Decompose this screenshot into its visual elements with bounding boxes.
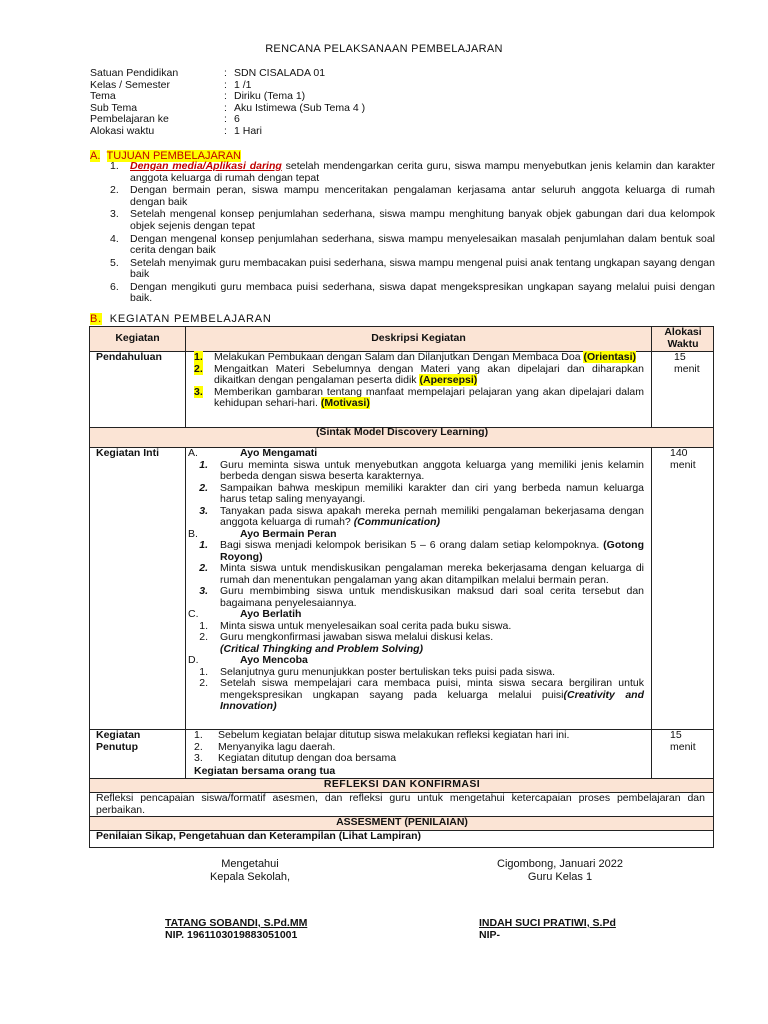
pendahuluan-list <box>194 352 644 410</box>
identity-row: Kelas / Semester : 1 /1 <box>90 78 252 91</box>
header-deskripsi: Deskripsi Kegiatan <box>371 332 466 344</box>
identity-row: Satuan Pendidikan : SDN CISALADA 01 <box>90 67 326 79</box>
goal-item: 4. Dengan mengenal konsep penjumlahan sederhana, siswa mampu menyelesaikan masalah penjumlahan dalam bentuk soal cerita dengan baik <box>110 232 715 257</box>
list-item: 3. Tanyakan pada siswa apakah mereka pernah memiliki pengalaman bekerjasama dengan anggota keluarga di rumah? (Communication) <box>199 504 644 528</box>
signature-right-name: INDAH SUCI PRATIWI, S.Pd NIP- <box>479 917 616 941</box>
row-label-pendahuluan: Pendahuluan <box>96 351 162 363</box>
identity-row: Tema : Diriku (Tema 1) <box>90 90 306 102</box>
time-penutup: 15 menit <box>670 729 696 753</box>
signature-left-title: Mengetahui Kepala Sekolah, <box>209 858 291 883</box>
bold-line: Kegiatan bersama orang tua <box>194 764 336 777</box>
goals-list <box>110 161 715 306</box>
subsection-heading: A. Ayo Mengamati <box>188 447 318 459</box>
assesment-heading: ASSESMENT (PENILAIAN) <box>336 816 468 828</box>
list-item: 3. Guru membimbing siswa untuk mendiskusikan maksud dari soal cerita tersebut dan bagaimana penyelesaiannya. <box>199 585 644 609</box>
list-item: 1. Bagi siswa menjadi kelompok berisikan 5 – 6 orang dalam setiap kelompoknya. (Gotong Royong) <box>199 539 644 563</box>
list-item: 2. Guru mengkonfirmasi jawaban siswa melalui diskusi kelas. <box>199 631 494 643</box>
col-rule <box>651 447 652 778</box>
critical-thinking-tag: (Critical Thingking and Problem Solving) <box>220 642 424 655</box>
activity-table <box>89 326 714 848</box>
document-title: RENCANA PELAKSANAAN PEMBELAJARAN <box>265 43 503 55</box>
time-inti: 140 menit <box>670 447 696 471</box>
subsection-heading: D. Ayo Mencoba <box>188 654 308 666</box>
subsection-heading: B. Ayo Bermain Peran <box>188 527 337 540</box>
list-item: 1. Guru meminta siswa untuk menyebutkan anggota keluarga yang memiliki jenis kelamin berbeda dengan siswa beserta karakternya. <box>199 458 644 482</box>
list-item: 2. Menyanyika lagu daerah. <box>194 740 336 753</box>
goal-item: 3. Setelah mengenal konsep penjumlahan sederhana, siswa mampu menghitung banyak objek gabungan dari dua kelompok objek sejenis dengan tepat <box>110 208 715 232</box>
list-item: 2. Minta siswa untuk mendiskusikan pengalaman mereka bekerjasama dengan keluarga di rumah dan menentukan pengalaman yang akan ditampilkan melalui bermain peran. <box>199 562 644 586</box>
list-item: 1. Melakukan Pembukaan dengan Salam dan Dilanjutkan Dengan Membaca Doa (Orientasi) <box>194 351 636 363</box>
subsection-heading: C. Ayo Berlatih <box>188 608 302 620</box>
section-b-heading: B. KEGIATAN PEMBELAJARAN <box>90 313 272 325</box>
sintak-label: (Sintak Model Discovery Learning) <box>315 426 489 438</box>
identity-row: Alokasi waktu : 1 Hari <box>90 124 263 137</box>
list-item: 3. Memberikan gambaran tentang manfaat mempelajari pelajaran yang akan dipelajari dalam kehidupan sehari-hari. (Motivasi) <box>194 385 644 409</box>
row-label-penutup: Kegiatan Penutup <box>96 729 141 753</box>
goal-item: 6. Dengan mengikuti guru membaca puisi sederhana, siswa dapat mengekspresikan ungkapan sayang melalui puisi dengan baik. <box>110 280 715 305</box>
refleksi-heading: REFLEKSI DAN KONFIRMASI <box>323 778 481 790</box>
goal-item: 1. Dengan media/Aplikasi daring setelah mendengarkan cerita guru, siswa mampu menyebutkan jenis kelamin dan karakter anggota keluarga di rumah dengan tepat <box>110 160 716 184</box>
header-alokasi: Alokasi Waktu <box>664 326 702 350</box>
list-item: 2. Mengaitkan Materi Sebelumnya dengan Materi yang akan dipelajari dan diharapkan dikaitkan dengan pengalaman peserta didik (Apersepsi) <box>194 362 644 386</box>
refleksi-text: Refleksi pencapaian siswa/formatif asesmen, dan refleksi guru untuk mengetahui ketercapaian proses pembelajaran dan perbaikan. <box>96 792 705 816</box>
header-kegiatan: Kegiatan <box>115 332 160 344</box>
penutup-list <box>194 730 644 777</box>
inti-list <box>188 448 644 713</box>
goal-item: 5. Setelah menyimak guru membacakan puisi sederhana, siswa mampu mengenal puisi anak tentang ungkapan sayang dengan baik <box>110 256 715 281</box>
list-item: 1. Sebelum kegiatan belajar ditutup siswa melakukan refleksi kegiatan hari ini. <box>194 729 570 741</box>
time-pendahuluan: 15 menit <box>674 351 700 375</box>
identity-row: Pembelajaran ke : 6 <box>90 113 240 125</box>
signature-right-title: Cigombong, Januari 2022 Guru Kelas 1 <box>497 858 623 883</box>
identity-block <box>90 68 690 137</box>
row-label-inti: Kegiatan Inti <box>96 447 160 459</box>
list-item: 2. Setelah siswa mempelajari cara membaca puisi, minta siswa secara bergiliran untuk mengekspresikan ungkapan sayang pada keluarga melalui puisi(Creativity and Innovation) <box>199 677 645 712</box>
goal-item: 2. Dengan bermain peran, siswa mampu menceritakan pengalaman kerjasama antar seluruh anggota keluarga di rumah dengan baik <box>110 184 715 208</box>
list-item: 2. Sampaikan bahwa meskipun memiliki karakter dan ciri yang berbeda namun keluarga harus tetap saling menyayangi. <box>199 481 644 505</box>
section-a-heading: A. TUJUAN PEMBELAJARAN <box>90 150 242 162</box>
list-item: 1. Selanjutnya guru menunjukkan poster bertuliskan teks puisi pada siswa. <box>199 665 556 678</box>
identity-row: Sub Tema : Aku Istimewa (Sub Tema 4 ) <box>90 101 366 114</box>
list-item: 3. Kegiatan ditutup dengan doa bersama <box>194 752 397 764</box>
col-rule <box>185 447 186 778</box>
signature-left-name: TATANG SOBANDI, S.Pd.MM NIP. 1961103019883051001 <box>165 917 308 941</box>
assesment-text: Penilaian Sikap, Pengetahuan dan Keterampilan (Lihat Lampiran) <box>96 830 421 842</box>
list-item: 1. Minta siswa untuk menyelesaikan soal cerita pada buku siswa. <box>199 619 512 632</box>
